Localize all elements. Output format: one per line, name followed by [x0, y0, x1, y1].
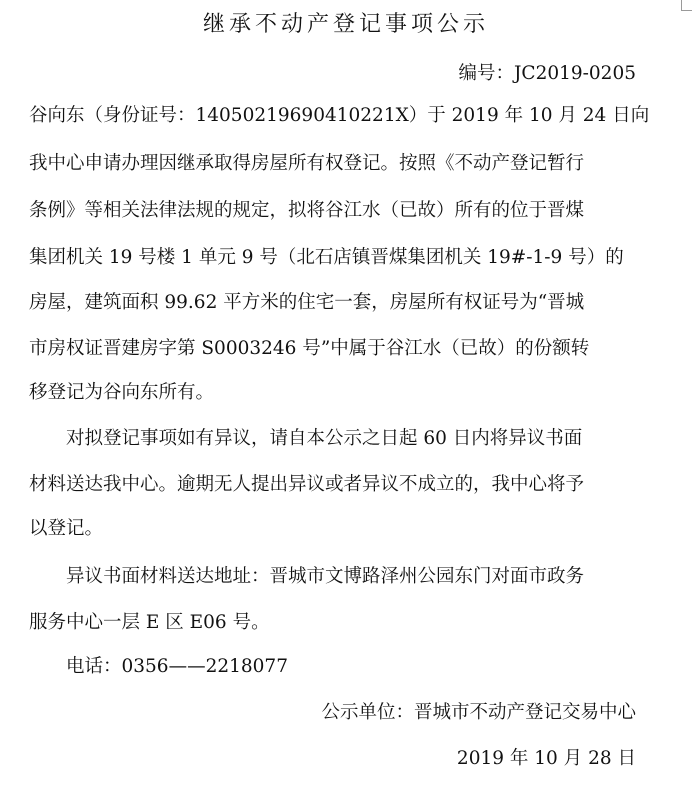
- body-line-5: 房屋，建筑面积 99.62 平方米的住宅一套，房屋所有权证号为“晋城: [29, 292, 585, 313]
- body-line-10: 以登记。: [29, 518, 104, 539]
- body-line-12: 服务中心一层 E 区 E06 号。: [29, 612, 270, 633]
- body-line-11: 异议书面材料送达地址：晋城市文博路泽州公园东门对面市政务: [29, 566, 585, 587]
- document-number: 编号：JC2019-0205: [458, 63, 636, 84]
- body-line-6: 市房权证晋建房字第 S0003246 号”中属于谷江水（已故）的份额转: [29, 338, 590, 359]
- body-line-9: 材料送达我中心。逾期无人提出异议或者异议不成立的，我中心将予: [29, 474, 585, 495]
- notice-title: 继承不动产登记事项公示: [202, 12, 489, 37]
- publisher-line: 公示单位：晋城市不动产登记交易中心: [321, 702, 636, 723]
- publish-date: 2019 年 10 月 28 日: [456, 748, 636, 769]
- body-line-3: 条例》等相关法律法规的规定，拟将谷江水（已故）所有的位于晋煤: [29, 200, 585, 221]
- body-line-2: 我中心申请办理因继承取得房屋所有权登记。按照《不动产登记暂行: [29, 153, 585, 174]
- phone-line: 电话：0356——2218077: [29, 656, 288, 677]
- body-line-4: 集团机关 19 号楼 1 单元 9 号（北石店镇晋煤集团机关 19#-1-9 号）的: [29, 247, 624, 268]
- body-line-1: 谷向东（身份证号：14050219690410221X）于 2019 年 10 月 24 日向: [29, 105, 650, 126]
- body-line-8: 对拟登记事项如有异议，请自本公示之日起 60 日内将异议书面: [29, 428, 583, 449]
- body-line-7: 移登记为谷向东所有。: [29, 382, 215, 403]
